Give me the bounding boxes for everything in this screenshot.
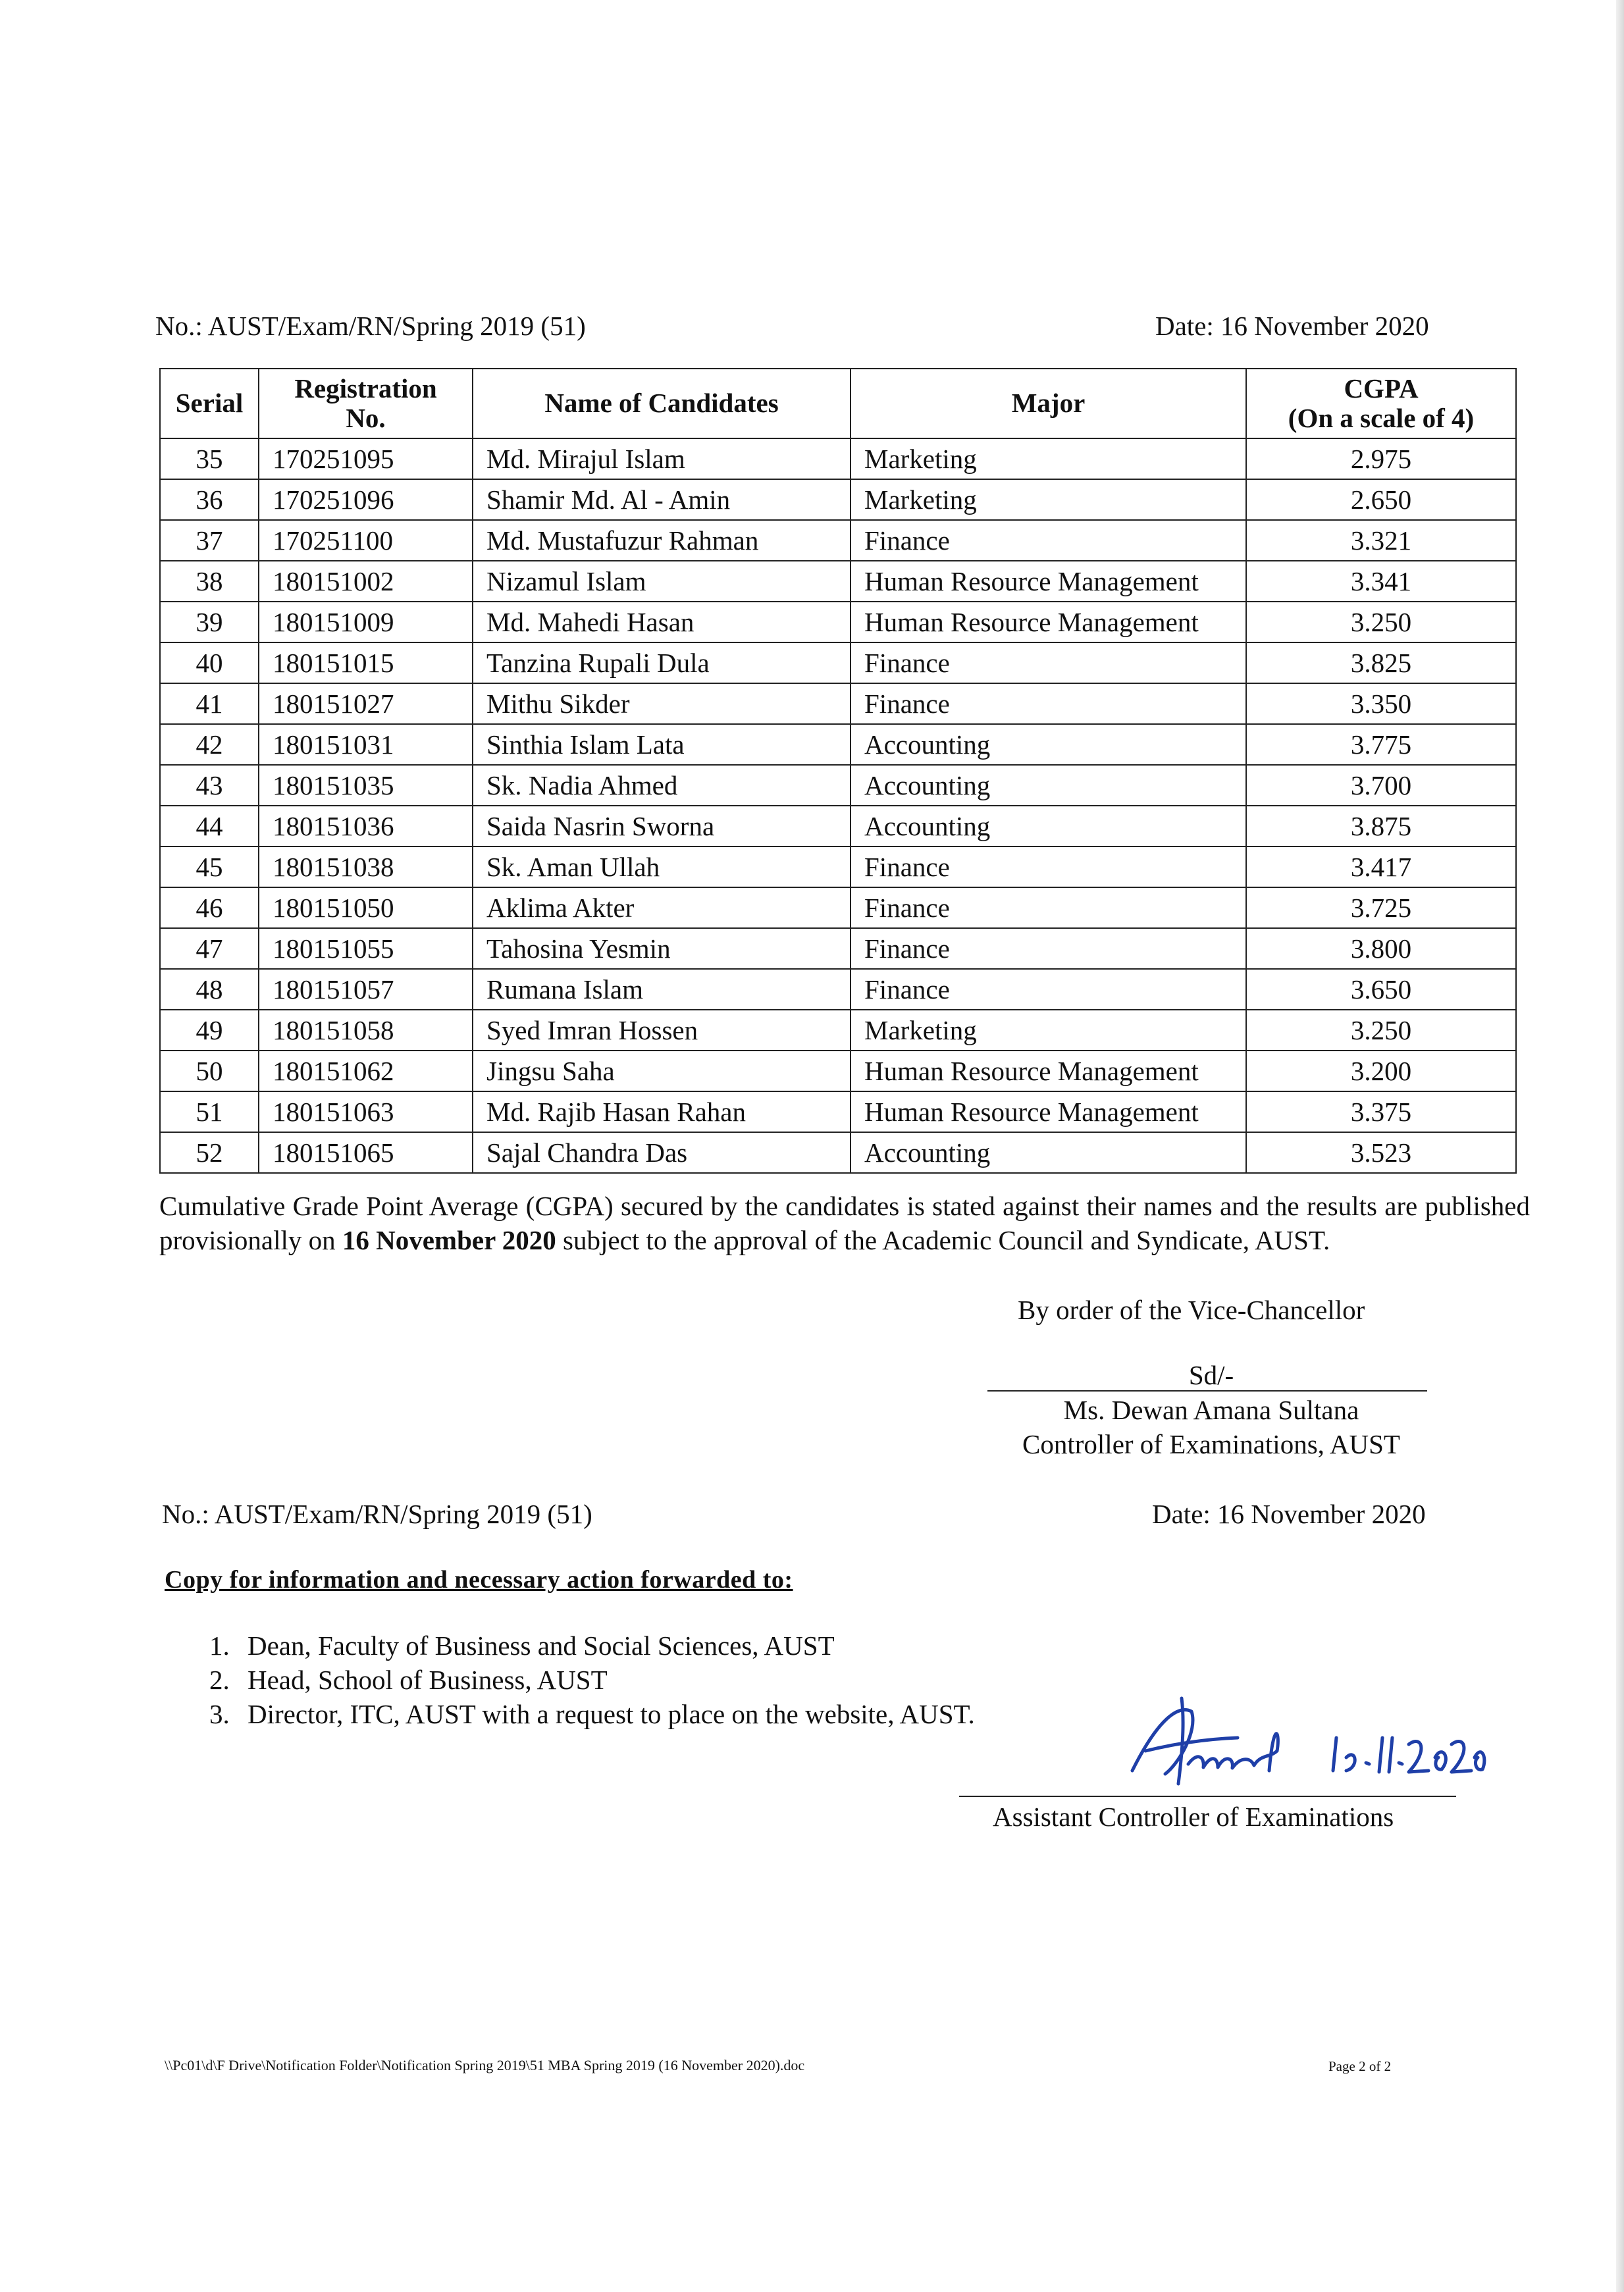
cell-name: Sk. Aman Ullah — [473, 846, 851, 887]
cell-serial: 35 — [160, 438, 259, 479]
results-statement — [159, 1189, 1530, 1257]
header-registration: Registration No. — [259, 369, 473, 438]
cell-cgpa: 3.321 — [1246, 520, 1516, 561]
cell-cgpa: 3.417 — [1246, 846, 1516, 887]
reference-number-2: No.: AUST/Exam/RN/Spring 2019 (51) — [162, 1499, 592, 1529]
cell-major: Finance — [851, 520, 1246, 561]
cell-serial: 36 — [160, 479, 259, 520]
table-row — [160, 1132, 1516, 1173]
cell-serial: 37 — [160, 520, 259, 561]
table-row — [160, 765, 1516, 806]
cell-registration: 180151031 — [259, 724, 473, 765]
table-row — [160, 1010, 1516, 1051]
cell-name: Md. Mirajul Islam — [473, 438, 851, 479]
cell-major: Human Resource Management — [851, 602, 1246, 642]
cell-cgpa: 3.700 — [1246, 765, 1516, 806]
cell-registration: 180151063 — [259, 1091, 473, 1132]
cell-cgpa: 3.800 — [1246, 928, 1516, 969]
cell-name: Md. Rajib Hasan Rahan — [473, 1091, 851, 1132]
cell-name: Sajal Chandra Das — [473, 1132, 851, 1173]
table-row — [160, 602, 1516, 642]
copy-item-text: Head, School of Business, AUST — [248, 1665, 608, 1695]
copy-list — [209, 1628, 975, 1731]
cell-registration: 170251100 — [259, 520, 473, 561]
cell-registration: 180151027 — [259, 683, 473, 724]
header-name: Name of Candidates — [473, 369, 851, 438]
cell-name: Jingsu Saha — [473, 1051, 851, 1091]
header-serial: Serial — [160, 369, 259, 438]
table-row — [160, 683, 1516, 724]
scan-edge — [1616, 0, 1624, 2292]
cell-registration: 180151015 — [259, 642, 473, 683]
assistant-controller-title: Assistant Controller of Examinations — [993, 1802, 1394, 1832]
cell-serial: 40 — [160, 642, 259, 683]
statement-text-2: subject to the approval of the Academic Council and Syndicate, AUST. — [556, 1225, 1330, 1255]
cell-name: Md. Mustafuzur Rahman — [473, 520, 851, 561]
cell-serial: 42 — [160, 724, 259, 765]
cell-name: Rumana Islam — [473, 969, 851, 1010]
cell-serial: 47 — [160, 928, 259, 969]
results-body — [160, 438, 1516, 1173]
handwritten-signature-icon — [1119, 1692, 1488, 1797]
copy-list-item — [209, 1663, 975, 1697]
cell-major: Marketing — [851, 1010, 1246, 1051]
cell-name: Tanzina Rupali Dula — [473, 642, 851, 683]
cell-registration: 180151036 — [259, 806, 473, 846]
cell-name: Sinthia Islam Lata — [473, 724, 851, 765]
results-table — [159, 368, 1517, 1174]
controller-title: Controller of Examinations, AUST — [1022, 1429, 1400, 1459]
cell-registration: 180151065 — [259, 1132, 473, 1173]
table-row — [160, 887, 1516, 928]
cell-serial: 48 — [160, 969, 259, 1010]
cell-major: Human Resource Management — [851, 561, 1246, 602]
cell-name: Saida Nasrin Sworna — [473, 806, 851, 846]
cell-cgpa: 3.650 — [1246, 969, 1516, 1010]
cell-major: Human Resource Management — [851, 1051, 1246, 1091]
table-row — [160, 806, 1516, 846]
controller-name: Ms. Dewan Amana Sultana — [1063, 1395, 1359, 1425]
cell-name: Shamir Md. Al - Amin — [473, 479, 851, 520]
cell-name: Aklima Akter — [473, 887, 851, 928]
header-cgpa — [1246, 369, 1516, 438]
table-header-row — [160, 369, 1516, 438]
page-number: Page 2 of 2 — [1328, 2058, 1392, 2074]
controller-signature-line — [987, 1390, 1427, 1392]
cell-name: Tahosina Yesmin — [473, 928, 851, 969]
cell-cgpa: 3.375 — [1246, 1091, 1516, 1132]
table-row — [160, 438, 1516, 479]
cell-major: Finance — [851, 683, 1246, 724]
cell-major: Accounting — [851, 724, 1246, 765]
table-row — [160, 969, 1516, 1010]
cell-cgpa: 3.775 — [1246, 724, 1516, 765]
controller-signature-block — [987, 1358, 1435, 1392]
cell-serial: 45 — [160, 846, 259, 887]
table-row — [160, 520, 1516, 561]
header-major: Major — [851, 369, 1246, 438]
cell-cgpa: 3.875 — [1246, 806, 1516, 846]
cell-cgpa: 3.825 — [1246, 642, 1516, 683]
table-row — [160, 846, 1516, 887]
cell-major: Finance — [851, 846, 1246, 887]
cell-major: Finance — [851, 969, 1246, 1010]
copy-list-item — [209, 1697, 975, 1731]
document-date: Date: 16 November 2020 — [1155, 311, 1429, 341]
cell-name: Sk. Nadia Ahmed — [473, 765, 851, 806]
cell-serial: 46 — [160, 887, 259, 928]
copy-item-number: 2. — [209, 1665, 230, 1695]
cell-registration: 180151055 — [259, 928, 473, 969]
controller-details — [981, 1393, 1442, 1461]
cell-major: Marketing — [851, 479, 1246, 520]
cell-cgpa: 3.523 — [1246, 1132, 1516, 1173]
copy-item-text: Director, ITC, AUST with a request to place on the website, AUST. — [248, 1699, 975, 1729]
copy-heading: Copy for information and necessary action forwarded to: — [165, 1566, 793, 1594]
header-cgpa-scale: (On a scale of 4) — [1288, 403, 1475, 433]
cell-registration: 180151009 — [259, 602, 473, 642]
header-cgpa-title: CGPA — [1344, 373, 1419, 404]
sd-mark: Sd/- — [1188, 1360, 1234, 1390]
cell-serial: 52 — [160, 1132, 259, 1173]
table-row — [160, 1091, 1516, 1132]
cell-serial: 43 — [160, 765, 259, 806]
copy-item-text: Dean, Faculty of Business and Social Sciences, AUST — [248, 1630, 835, 1661]
cell-registration: 180151062 — [259, 1051, 473, 1091]
cell-major: Finance — [851, 928, 1246, 969]
statement-text-1: Cumulative Grade Point Average (CGPA) secured by the candidates is stated against their names and the results are published provisionally on — [159, 1191, 1530, 1255]
cell-major: Finance — [851, 642, 1246, 683]
cell-serial: 44 — [160, 806, 259, 846]
cell-major: Finance — [851, 887, 1246, 928]
table-row — [160, 561, 1516, 602]
cell-name: Md. Mahedi Hasan — [473, 602, 851, 642]
copy-list-item — [209, 1628, 975, 1663]
cell-cgpa: 2.975 — [1246, 438, 1516, 479]
cell-serial: 39 — [160, 602, 259, 642]
cell-cgpa: 2.650 — [1246, 479, 1516, 520]
cell-cgpa: 3.200 — [1246, 1051, 1516, 1091]
table-row — [160, 479, 1516, 520]
copy-item-number: 3. — [209, 1699, 230, 1729]
cell-name: Mithu Sikder — [473, 683, 851, 724]
cell-registration: 170251095 — [259, 438, 473, 479]
cell-name: Syed Imran Hossen — [473, 1010, 851, 1051]
assistant-signature-line — [959, 1796, 1456, 1797]
cell-major: Human Resource Management — [851, 1091, 1246, 1132]
cell-cgpa: 3.250 — [1246, 602, 1516, 642]
table-row — [160, 1051, 1516, 1091]
cell-registration: 180151038 — [259, 846, 473, 887]
cell-cgpa: 3.725 — [1246, 887, 1516, 928]
statement-date: 16 November 2020 — [342, 1225, 556, 1255]
table-row — [160, 642, 1516, 683]
cell-serial: 50 — [160, 1051, 259, 1091]
cell-cgpa: 3.341 — [1246, 561, 1516, 602]
cell-registration: 180151035 — [259, 765, 473, 806]
cell-serial: 49 — [160, 1010, 259, 1051]
cell-major: Accounting — [851, 806, 1246, 846]
cell-registration: 170251096 — [259, 479, 473, 520]
table-row — [160, 928, 1516, 969]
cell-serial: 51 — [160, 1091, 259, 1132]
cell-registration: 180151050 — [259, 887, 473, 928]
by-order-text: By order of the Vice-Chancellor — [1018, 1295, 1365, 1325]
cell-registration: 180151058 — [259, 1010, 473, 1051]
cell-cgpa: 3.250 — [1246, 1010, 1516, 1051]
cell-registration: 180151057 — [259, 969, 473, 1010]
cell-serial: 41 — [160, 683, 259, 724]
cell-cgpa: 3.350 — [1246, 683, 1516, 724]
cell-registration: 180151002 — [259, 561, 473, 602]
cell-major: Accounting — [851, 765, 1246, 806]
copy-item-number: 1. — [209, 1630, 230, 1661]
cell-serial: 38 — [160, 561, 259, 602]
document-date-2: Date: 16 November 2020 — [1152, 1499, 1426, 1529]
table-row — [160, 724, 1516, 765]
reference-number: No.: AUST/Exam/RN/Spring 2019 (51) — [155, 311, 586, 341]
file-path: \\Pc01\d\F Drive\Notification Folder\Notification Spring 2019\51 MBA Spring 2019 (16 November 2020).doc — [165, 2057, 805, 2073]
cell-major: Accounting — [851, 1132, 1246, 1173]
cell-name: Nizamul Islam — [473, 561, 851, 602]
cell-major: Marketing — [851, 438, 1246, 479]
